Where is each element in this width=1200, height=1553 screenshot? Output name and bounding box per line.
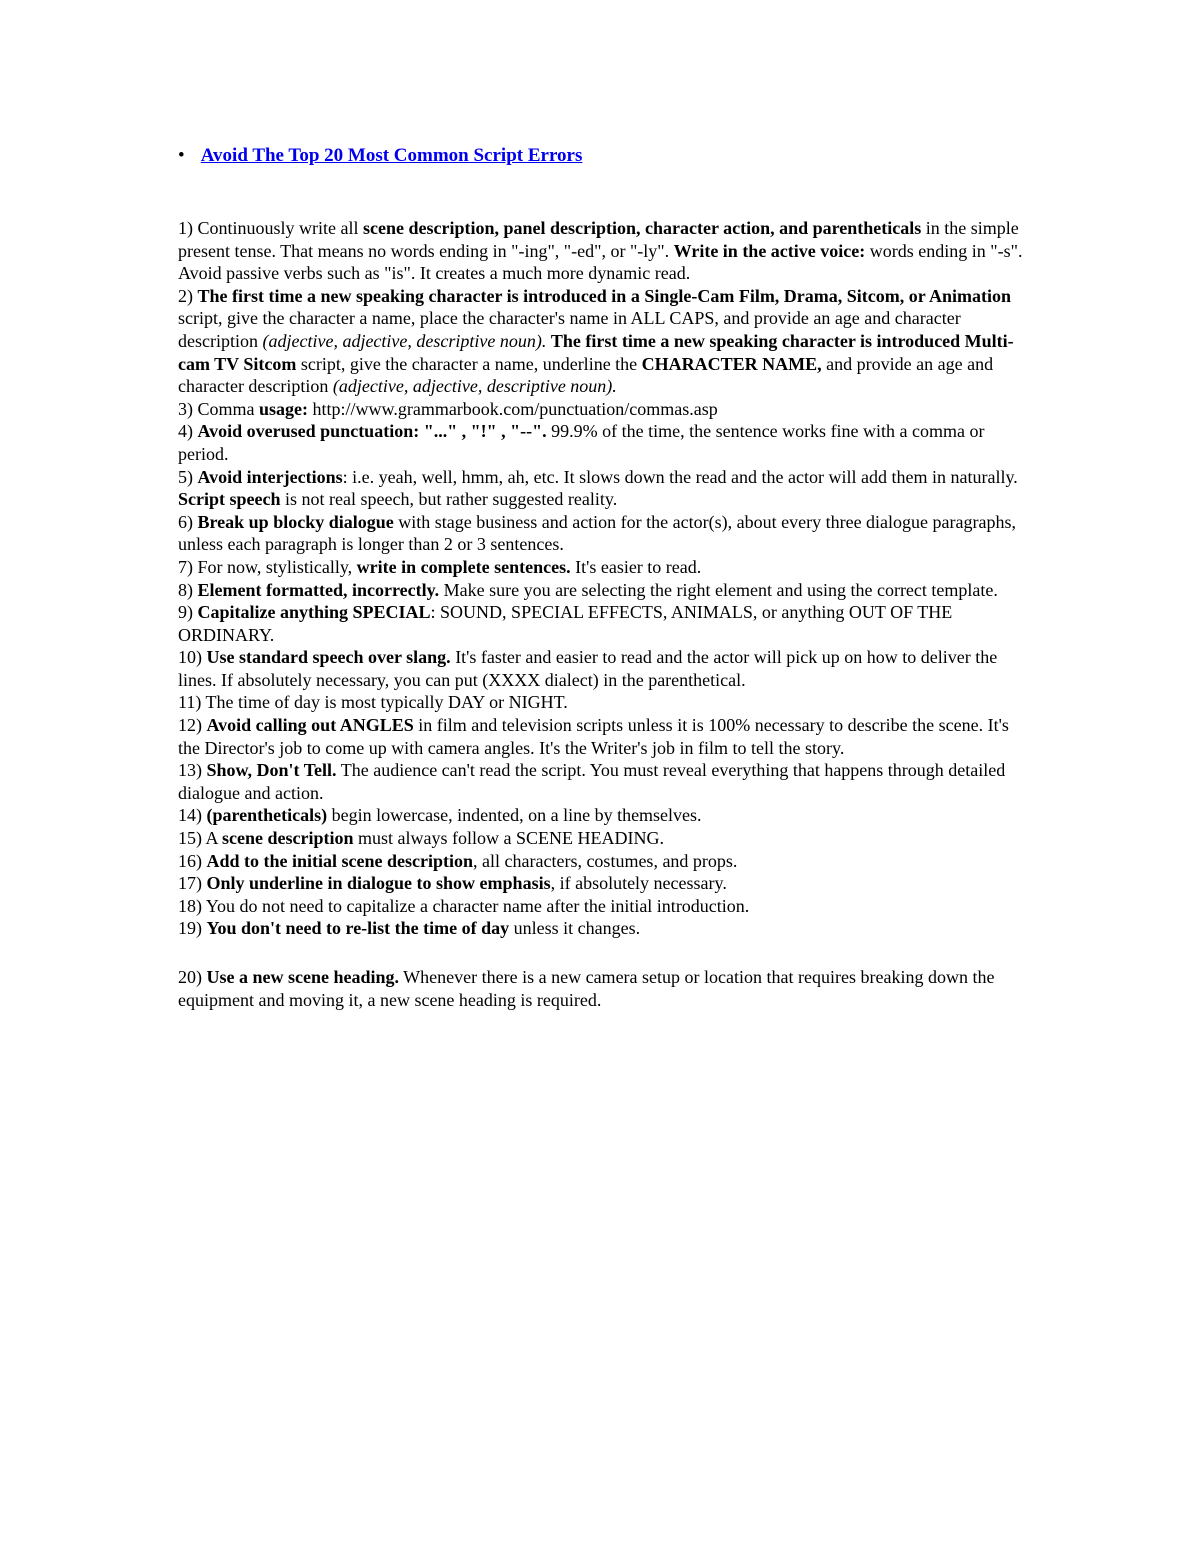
list-item bbox=[178, 398, 1028, 421]
bold-text: Avoid overused punctuation: "..." , "!" , "--". bbox=[197, 421, 547, 442]
text-run: 8) bbox=[178, 579, 198, 600]
text-run: and provide an age and character description bbox=[178, 353, 994, 397]
italic-text: (adjective, adjective, descriptive noun). bbox=[332, 376, 617, 397]
text-run: 2) bbox=[178, 285, 198, 306]
article-title-link[interactable]: Avoid The Top 20 Most Common Script Errors bbox=[200, 145, 583, 166]
text-run: script, give the character a name, place the character's name in ALL CAPS, and provide an age and character description bbox=[178, 308, 961, 351]
list-item bbox=[178, 556, 1028, 579]
text-run: in the simple present tense. That means no words ending in "-ing", "-ed", or "-ly". bbox=[178, 218, 1019, 261]
text-run: in film and television scripts unless it is 100% necessary to describe the scene. It's the Director's job to come up with camera angles. It's the Writer's job in film to tell the story. bbox=[178, 715, 1009, 758]
italic-text: (adjective, adjective, descriptive noun). bbox=[262, 330, 547, 351]
text-run: unless it changes. bbox=[509, 918, 641, 939]
text-run: Make sure you are selecting the right element and using the correct template. bbox=[439, 579, 998, 600]
list-item bbox=[178, 511, 1028, 556]
bold-text: Use a new scene heading. bbox=[206, 967, 399, 987]
bold-text: Write in the active voice: bbox=[673, 240, 866, 261]
text-run: , if absolutely necessary. bbox=[550, 873, 727, 894]
text-run: with stage business and action for the actor(s), about every three dialogue paragraphs, unless each paragraph is longer than 2 or 3 sentences. bbox=[178, 511, 1017, 555]
list-item bbox=[178, 872, 1028, 895]
text-run: 12) bbox=[178, 715, 207, 736]
bold-text: Script speech bbox=[178, 489, 281, 510]
list-item bbox=[178, 804, 1028, 827]
bold-text: CHARACTER NAME, bbox=[641, 353, 822, 374]
text-run: must always follow a SCENE HEADING. bbox=[353, 828, 664, 849]
text-run: : SOUND, SPECIAL EFFECTS, ANIMALS, or anything OUT OF THE ORDINARY. bbox=[178, 602, 953, 645]
error-list bbox=[178, 217, 1028, 1011]
text-run: begin lowercase, indented, on a line by themselves. bbox=[327, 805, 702, 826]
bold-text: Show, Don't Tell. bbox=[206, 760, 337, 781]
text-run: 7) For now, stylistically, bbox=[178, 556, 357, 577]
bold-text: Avoid calling out ANGLES bbox=[206, 715, 414, 736]
bold-text: Only underline in dialogue to show emphasis bbox=[206, 873, 551, 894]
text-run: 15) A bbox=[178, 828, 223, 849]
bold-text: (parentheticals) bbox=[206, 805, 328, 826]
text-run: It's faster and easier to read and the actor will pick up on how to deliver the lines. If absolutely necessary, you can put (XXXX dialect) in the parenthetical. bbox=[178, 647, 998, 690]
text-run: 4) bbox=[178, 421, 198, 442]
bold-text: scene description, panel description, character action, and parentheticals bbox=[362, 218, 922, 238]
bold-text: usage: bbox=[259, 398, 308, 419]
list-item bbox=[178, 895, 1028, 918]
bold-text: scene description bbox=[222, 828, 354, 849]
text-run: Whenever there is a new camera setup or location that requires breaking down the equipment and moving it, a new scene heading is required. bbox=[178, 967, 995, 1010]
bold-text: Use standard speech over slang. bbox=[206, 647, 451, 668]
text-run: : i.e. yeah, well, hmm, ah, etc. It slows down the read and the actor will add them in naturally. bbox=[342, 466, 1018, 487]
list-item bbox=[178, 217, 1028, 285]
bullet-list-item bbox=[178, 144, 582, 168]
text-run: 17) bbox=[178, 873, 207, 894]
bold-text: Break up blocky dialogue bbox=[197, 511, 394, 532]
list-item bbox=[178, 966, 1028, 1011]
text-run: 11) The time of day is most typically DAY or NIGHT. bbox=[178, 692, 568, 713]
bold-text: The first time a new speaking character is introduced in a Single-Cam Film, Drama, Sitcom, or Animation bbox=[197, 285, 1011, 306]
list-item bbox=[178, 850, 1028, 873]
text-run: 13) bbox=[178, 760, 207, 781]
bold-text: write in complete sentences. bbox=[356, 556, 571, 577]
text-run: 19) bbox=[178, 918, 207, 939]
list-item bbox=[178, 827, 1028, 850]
list-item bbox=[178, 420, 1028, 465]
text-run: 99.9% of the time, the sentence works fine with a comma or period. bbox=[178, 421, 985, 464]
text-run: 18) You do not need to capitalize a character name after the initial introduction. bbox=[178, 895, 750, 916]
list-item bbox=[178, 466, 1028, 511]
text-run: The audience can't read the script. You must reveal everything that happens through detailed dialogue and action. bbox=[178, 760, 1006, 803]
list-item bbox=[178, 601, 1028, 646]
text-run: is not real speech, but rather suggested reality. bbox=[280, 489, 618, 510]
text-run: 14) bbox=[178, 805, 207, 826]
text-run: 10) bbox=[178, 647, 207, 668]
bullet-icon: • bbox=[178, 145, 185, 166]
bold-text: Add to the initial scene description bbox=[206, 850, 474, 871]
list-item bbox=[178, 579, 1028, 602]
text-run: , all characters, costumes, and props. bbox=[473, 850, 738, 871]
text-run: 9) bbox=[178, 602, 198, 623]
text-run: 5) bbox=[178, 466, 198, 487]
text-run: words ending in "-s". Avoid passive verbs such as "is". It creates a much more dynamic read. bbox=[178, 240, 1023, 284]
text-run: http://www.grammarbook.com/punctuation/commas.asp bbox=[308, 398, 718, 419]
list-item bbox=[178, 714, 1028, 759]
paragraph-spacer bbox=[178, 940, 1028, 966]
text-run: 16) bbox=[178, 850, 207, 871]
bold-text: The first time a new speaking character is introduced Multi-cam TV Sitcom bbox=[178, 330, 1014, 374]
bold-text: You don't need to re-list the time of day bbox=[206, 918, 510, 939]
bold-text: Capitalize anything SPECIAL bbox=[197, 602, 431, 623]
list-item bbox=[178, 917, 1028, 940]
bold-text: Element formatted, incorrectly. bbox=[197, 579, 440, 600]
text-run: It's easier to read. bbox=[570, 556, 702, 577]
text-run: 1) Continuously write all bbox=[178, 218, 363, 238]
list-item bbox=[178, 759, 1028, 804]
list-item bbox=[178, 285, 1028, 398]
text-run: script, give the character a name, underline the bbox=[296, 353, 642, 374]
bold-text: Avoid interjections bbox=[197, 466, 343, 487]
list-item bbox=[178, 646, 1028, 691]
text-run: 6) bbox=[178, 511, 198, 532]
text-run: 20) bbox=[178, 967, 207, 987]
text-run: 3) Comma bbox=[178, 398, 259, 419]
list-item bbox=[178, 691, 1028, 714]
